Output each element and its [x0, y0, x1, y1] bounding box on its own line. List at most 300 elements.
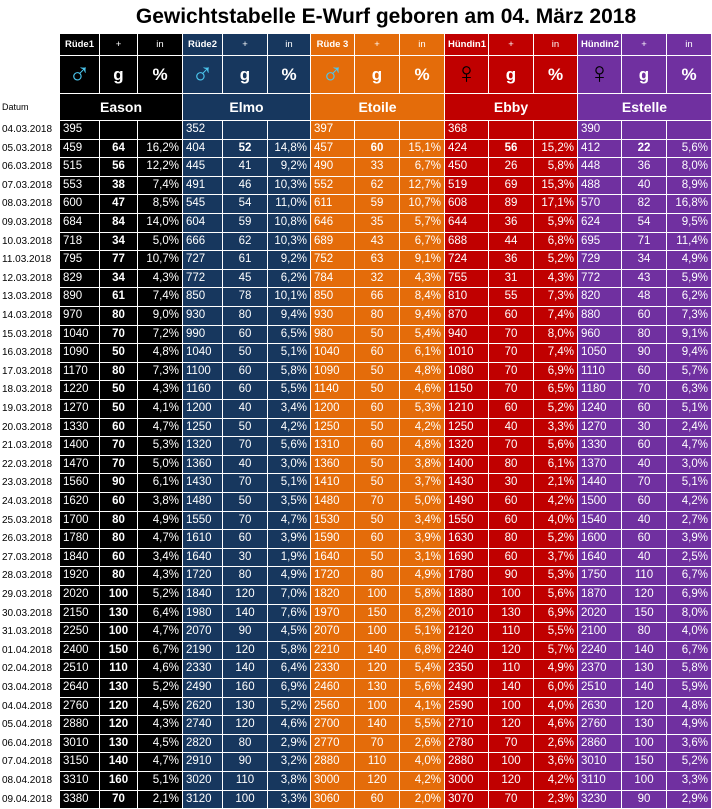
elmo-gain-cell: 160 [223, 679, 268, 698]
ebby-percent-cell: 5,5% [534, 623, 578, 642]
etoile-weight-cell: 552 [311, 177, 355, 196]
date-cell: 17.03.2018 [2, 365, 53, 377]
elmo-percent-cell: 5,5% [268, 381, 311, 400]
eason-percent-cell: 7,3% [138, 363, 183, 382]
etoile-gain-cell: 150 [355, 605, 400, 624]
ebby-gain-cell: 36 [489, 214, 534, 233]
elmo-gain-cell: 140 [223, 660, 268, 679]
ebby-percent-cell: 6,0% [534, 679, 578, 698]
ebby-weight-cell: 1780 [445, 567, 489, 586]
estelle-gain-cell: 60 [622, 530, 667, 549]
etoile-weight-cell: 1970 [311, 605, 355, 624]
elmo-gain-cell: 100 [223, 791, 268, 809]
elmo-gain-cell: 90 [223, 753, 268, 772]
estelle-percent-cell: 2,9% [667, 791, 712, 809]
eason-weight-cell: 829 [60, 270, 100, 289]
elmo-header-1: + [223, 34, 268, 56]
date-cell: 02.04.2018 [2, 663, 53, 675]
elmo-percent-cell: 6,5% [268, 326, 311, 345]
elmo-weight-cell: 2070 [183, 623, 223, 642]
eason-weight-cell: 1560 [60, 474, 100, 493]
elmo-gain-cell: 50 [223, 419, 268, 438]
estelle-header-2: in [667, 34, 712, 56]
elmo-percent-cell: 9,4% [268, 307, 311, 326]
eason-percent-cell: 3,8% [138, 493, 183, 512]
estelle-header-1: + [622, 34, 667, 56]
ebby-weight-cell: 2780 [445, 735, 489, 754]
etoile-gain-cell: 60 [355, 530, 400, 549]
eason-weight-cell: 2250 [60, 623, 100, 642]
etoile-weight-cell: 2700 [311, 716, 355, 735]
eason-gain-cell: 84 [100, 214, 138, 233]
ebby-gain-cell: 26 [489, 158, 534, 177]
eason-gain-cell: 130 [100, 679, 138, 698]
ebby-weight-cell: 810 [445, 288, 489, 307]
etoile-weight-cell: 490 [311, 158, 355, 177]
eason-gain-cell: 160 [100, 772, 138, 791]
ebby-percent-cell: 4,0% [534, 698, 578, 717]
date-cell: 06.04.2018 [2, 737, 53, 749]
eason-percent-cell: 4,9% [138, 512, 183, 531]
estelle-percent-cell: 2,7% [667, 512, 712, 531]
eason-weight-cell: 2510 [60, 660, 100, 679]
eason-percent-cell: 3,4% [138, 549, 183, 568]
eason-weight-cell: 2880 [60, 716, 100, 735]
elmo-percent-cell: 6,4% [268, 660, 311, 679]
estelle-percent-cell: 8,0% [667, 158, 712, 177]
ebby-gain-cell: 100 [489, 698, 534, 717]
elmo-percent-cell: 3,5% [268, 493, 311, 512]
estelle-gain-cell: 140 [622, 642, 667, 661]
elmo-gain-cell: 70 [223, 474, 268, 493]
elmo-percent-cell: 14,8% [268, 140, 311, 159]
ebby-weight-cell: 724 [445, 251, 489, 270]
elmo-gain-cell: 90 [223, 623, 268, 642]
elmo-percent-cell: 3,8% [268, 772, 311, 791]
etoile-weight-cell: 1140 [311, 381, 355, 400]
etoile-gain-cell: 50 [355, 456, 400, 475]
eason-weight-cell: 3380 [60, 791, 100, 809]
elmo-percent-cell: 3,4% [268, 400, 311, 419]
estelle-gain-cell [622, 121, 667, 140]
eason-weight-cell: 553 [60, 177, 100, 196]
eason-percent-cell: 10,7% [138, 251, 183, 270]
etoile-weight-cell: 1640 [311, 549, 355, 568]
date-cell: 03.04.2018 [2, 682, 53, 693]
etoile-gain-cell: 50 [355, 326, 400, 345]
eason-percent-cell: 6,7% [138, 642, 183, 661]
estelle-gain-cell: 40 [622, 456, 667, 475]
puppy-name-elmo: Elmo [183, 94, 311, 121]
eason-header-0: Rüde1 [60, 34, 100, 56]
puppy-name-ebby: Ebby [445, 94, 578, 121]
ebby-header-0: Hündin1 [445, 34, 489, 56]
ebby-gain-cell: 120 [489, 772, 534, 791]
date-cell: 11.03.2018 [2, 254, 52, 266]
eason-percent-cell: 4,3% [138, 270, 183, 289]
date-cell: 07.04.2018 [2, 756, 53, 768]
etoile-percent-cell: 10,7% [400, 195, 445, 214]
estelle-percent-cell: 2,4% [667, 419, 712, 438]
ebby-gain-cell: 60 [489, 512, 534, 531]
estelle-percent-cell: 4,9% [667, 716, 712, 735]
ebby-header-1: + [489, 34, 534, 56]
etoile-gain-cell: 66 [355, 288, 400, 307]
estelle-percent-cell: 3,9% [667, 530, 712, 549]
estelle-weight-cell: 624 [578, 214, 622, 233]
date-cell: 09.03.2018 [2, 217, 53, 228]
etoile-weight-cell: 3000 [311, 772, 355, 791]
etoile-percent-cell: 5,7% [400, 214, 445, 233]
estelle-weight-cell: 1370 [578, 456, 622, 475]
estelle-percent-cell: 7,3% [667, 307, 712, 326]
eason-gain-cell: 80 [100, 307, 138, 326]
eason-gain-cell: 150 [100, 642, 138, 661]
ebby-percent-cell: 5,8% [534, 158, 578, 177]
elmo-weight-cell: 2330 [183, 660, 223, 679]
etoile-weight-cell: 2460 [311, 679, 355, 698]
eason-weight-cell: 718 [60, 233, 100, 252]
ebby-percent-cell: 2,6% [534, 735, 578, 754]
etoile-gain-cell: 60 [355, 400, 400, 419]
eason-weight-cell: 2400 [60, 642, 100, 661]
eason-gain-cell: 120 [100, 698, 138, 717]
elmo-gain-cell: 80 [223, 567, 268, 586]
elmo-weight-cell: 491 [183, 177, 223, 196]
date-cell: 01.04.2018 [2, 644, 53, 656]
etoile-percent-cell [400, 121, 445, 140]
estelle-percent-cell: 9,4% [667, 344, 712, 363]
estelle-weight-cell: 2510 [578, 679, 622, 698]
eason-percent-cell: 4,5% [138, 698, 183, 717]
ebby-weight-cell: 1550 [445, 512, 489, 531]
elmo-percent-cell: 9,2% [268, 251, 311, 270]
date-cell: 25.03.2018 [2, 514, 53, 526]
etoile-weight-cell: 3060 [311, 791, 355, 809]
elmo-weight-cell: 1360 [183, 456, 223, 475]
estelle-weight-cell: 820 [578, 288, 622, 307]
etoile-weight-cell: 930 [311, 307, 355, 326]
eason-percent-cell: 4,5% [138, 735, 183, 754]
ebby-gain-cell [489, 121, 534, 140]
ebby-weight-cell: 608 [445, 195, 489, 214]
estelle-percent-cell [667, 121, 712, 140]
date-cell: 15.03.2018 [2, 328, 53, 340]
ebby-weight-cell: 1490 [445, 493, 489, 512]
elmo-gain-cell: 140 [223, 605, 268, 624]
ebby-gain-cell: 89 [489, 195, 534, 214]
date-cell: 24.03.2018 [2, 496, 53, 507]
elmo-weight-cell: 990 [183, 326, 223, 345]
estelle-percent-cell: 4,9% [667, 251, 712, 270]
estelle-weight-cell: 1640 [578, 549, 622, 568]
etoile-gain-cell: 120 [355, 660, 400, 679]
elmo-weight-cell: 1200 [183, 400, 223, 419]
etoile-gain-cell: 50 [355, 381, 400, 400]
estelle-weight-cell: 448 [578, 158, 622, 177]
ebby-weight-cell: 1150 [445, 381, 489, 400]
estelle-gain-cell: 120 [622, 586, 667, 605]
ebby-weight-cell: 1010 [445, 344, 489, 363]
elmo-percent-cell: 5,8% [268, 642, 311, 661]
elmo-percent-cell: 10,3% [268, 233, 311, 252]
elmo-weight-cell: 545 [183, 195, 223, 214]
etoile-gain-cell: 70 [355, 735, 400, 754]
ebby-percent-cell: 15,2% [534, 140, 578, 159]
estelle-weight-cell: 1500 [578, 493, 622, 512]
elmo-percent-cell: 3,0% [268, 456, 311, 475]
ebby-gain-cell: 90 [489, 567, 534, 586]
etoile-gain-cell: 63 [355, 251, 400, 270]
elmo-gain-cell: 110 [223, 772, 268, 791]
date-cell: 04.04.2018 [2, 700, 53, 712]
ebby-percent-cell: 3,3% [534, 419, 578, 438]
elmo-weight-cell: 404 [183, 140, 223, 159]
etoile-weight-cell: 689 [311, 233, 355, 252]
eason-gain-cell: 100 [100, 586, 138, 605]
ebby-gain-cell: 60 [489, 400, 534, 419]
estelle-weight-cell: 1870 [578, 586, 622, 605]
estelle-weight-cell: 960 [578, 326, 622, 345]
elmo-percent-cell: 6,2% [268, 270, 311, 289]
etoile-percent-cell: 4,2% [400, 772, 445, 791]
date-cell: 31.03.2018 [2, 626, 53, 638]
ebby-weight-cell: 1080 [445, 363, 489, 382]
ebby-percent-cell: 3,6% [534, 753, 578, 772]
eason-percent-cell: 4,8% [138, 344, 183, 363]
eason-weight-cell: 515 [60, 158, 100, 177]
ebby-percent-cell: 5,6% [534, 586, 578, 605]
estelle-weight-cell: 729 [578, 251, 622, 270]
etoile-weight-cell: 1480 [311, 493, 355, 512]
eason-weight-cell: 1620 [60, 493, 100, 512]
elmo-percent-cell: 5,6% [268, 437, 311, 456]
etoile-percent-cell: 3,8% [400, 456, 445, 475]
etoile-percent-cell: 4,8% [400, 363, 445, 382]
elmo-weight-cell: 850 [183, 288, 223, 307]
etoile-gain-cell: 80 [355, 567, 400, 586]
puppy-name-eason: Eason [60, 94, 183, 121]
ebby-gain-cell: 80 [489, 456, 534, 475]
eason-unit-percent: % [138, 56, 183, 94]
eason-weight-cell: 3310 [60, 772, 100, 791]
elmo-weight-cell: 1320 [183, 437, 223, 456]
elmo-gain-cell: 80 [223, 307, 268, 326]
elmo-weight-cell: 727 [183, 251, 223, 270]
date-cell: 07.03.2018 [2, 179, 53, 191]
elmo-weight-cell: 2620 [183, 698, 223, 717]
ebby-weight-cell: 519 [445, 177, 489, 196]
eason-weight-cell: 1700 [60, 512, 100, 531]
estelle-gain-cell: 130 [622, 716, 667, 735]
estelle-weight-cell: 488 [578, 177, 622, 196]
etoile-weight-cell: 1040 [311, 344, 355, 363]
elmo-percent-cell: 10,3% [268, 177, 311, 196]
ebby-percent-cell: 17,1% [534, 195, 578, 214]
eason-percent-cell: 4,1% [138, 400, 183, 419]
elmo-gain-cell: 59 [223, 214, 268, 233]
etoile-weight-cell: 752 [311, 251, 355, 270]
ebby-weight-cell: 2590 [445, 698, 489, 717]
eason-weight-cell: 395 [60, 121, 100, 140]
elmo-gain-cell: 80 [223, 735, 268, 754]
etoile-percent-cell: 5,5% [400, 716, 445, 735]
estelle-weight-cell: 1240 [578, 400, 622, 419]
estelle-percent-cell: 8,9% [667, 177, 712, 196]
estelle-percent-cell: 4,2% [667, 493, 712, 512]
ebby-weight-cell: 2120 [445, 623, 489, 642]
eason-weight-cell: 3150 [60, 753, 100, 772]
page-title: Gewichtstabelle E-Wurf geboren am 04. März 2018 [135, 5, 637, 28]
etoile-unit-g: g [355, 56, 400, 94]
estelle-percent-cell: 4,7% [667, 437, 712, 456]
estelle-percent-cell: 4,0% [667, 623, 712, 642]
etoile-weight-cell: 1360 [311, 456, 355, 475]
estelle-weight-cell: 2760 [578, 716, 622, 735]
ebby-percent-cell: 6,8% [534, 233, 578, 252]
etoile-percent-cell: 2,6% [400, 735, 445, 754]
elmo-gain-cell: 40 [223, 400, 268, 419]
ebby-weight-cell: 1320 [445, 437, 489, 456]
ebby-percent-cell: 15,3% [534, 177, 578, 196]
estelle-gain-cell: 60 [622, 307, 667, 326]
etoile-percent-cell: 6,7% [400, 233, 445, 252]
elmo-weight-cell: 2190 [183, 642, 223, 661]
estelle-weight-cell: 1330 [578, 437, 622, 456]
elmo-percent-cell: 6,9% [268, 679, 311, 698]
estelle-gain-cell: 71 [622, 233, 667, 252]
eason-gain-cell: 47 [100, 195, 138, 214]
estelle-gain-cell: 82 [622, 195, 667, 214]
eason-percent-cell: 7,4% [138, 288, 183, 307]
estelle-weight-cell: 2860 [578, 735, 622, 754]
eason-gain-cell: 70 [100, 456, 138, 475]
elmo-gain-cell: 60 [223, 363, 268, 382]
eason-gain-cell: 140 [100, 753, 138, 772]
etoile-percent-cell: 5,4% [400, 660, 445, 679]
elmo-percent-cell: 9,2% [268, 158, 311, 177]
ebby-weight-cell: 1430 [445, 474, 489, 493]
eason-gain-cell: 61 [100, 288, 138, 307]
elmo-weight-cell: 604 [183, 214, 223, 233]
eason-header-2: in [138, 34, 183, 56]
eason-gain-cell: 80 [100, 512, 138, 531]
ebby-gain-cell: 110 [489, 623, 534, 642]
eason-percent-cell: 4,7% [138, 419, 183, 438]
male-symbol-icon: ♂ [60, 56, 100, 94]
etoile-gain-cell: 60 [355, 140, 400, 159]
date-cell: 05.03.2018 [2, 142, 53, 154]
elmo-gain-cell: 60 [223, 530, 268, 549]
elmo-gain-cell: 60 [223, 326, 268, 345]
ebby-weight-cell: 368 [445, 121, 489, 140]
date-cell: 04.03.2018 [2, 124, 53, 135]
eason-weight-cell: 1040 [60, 326, 100, 345]
estelle-gain-cell: 90 [622, 791, 667, 809]
etoile-percent-cell: 5,8% [400, 586, 445, 605]
eason-weight-cell: 2020 [60, 586, 100, 605]
etoile-percent-cell: 3,1% [400, 549, 445, 568]
etoile-gain-cell: 60 [355, 437, 400, 456]
estelle-weight-cell: 1600 [578, 530, 622, 549]
etoile-percent-cell: 5,4% [400, 326, 445, 345]
estelle-gain-cell: 60 [622, 400, 667, 419]
elmo-gain-cell: 61 [223, 251, 268, 270]
estelle-percent-cell: 16,8% [667, 195, 712, 214]
eason-unit-g: g [100, 56, 138, 94]
ebby-gain-cell: 70 [489, 344, 534, 363]
etoile-gain-cell: 70 [355, 493, 400, 512]
ebby-gain-cell: 120 [489, 716, 534, 735]
elmo-gain-cell: 130 [223, 698, 268, 717]
estelle-weight-cell: 2240 [578, 642, 622, 661]
ebby-percent-cell [534, 121, 578, 140]
eason-percent-cell: 5,2% [138, 679, 183, 698]
ebby-percent-cell: 6,9% [534, 363, 578, 382]
etoile-weight-cell: 1200 [311, 400, 355, 419]
ebby-percent-cell: 4,2% [534, 772, 578, 791]
estelle-gain-cell: 34 [622, 251, 667, 270]
ebby-gain-cell: 70 [489, 735, 534, 754]
estelle-gain-cell: 150 [622, 753, 667, 772]
estelle-gain-cell: 140 [622, 679, 667, 698]
ebby-percent-cell: 6,5% [534, 381, 578, 400]
eason-weight-cell: 684 [60, 214, 100, 233]
etoile-percent-cell: 5,6% [400, 679, 445, 698]
ebby-unit-percent: % [534, 56, 578, 94]
etoile-weight-cell: 2560 [311, 698, 355, 717]
etoile-weight-cell: 784 [311, 270, 355, 289]
eason-weight-cell: 600 [60, 195, 100, 214]
etoile-percent-cell: 6,8% [400, 642, 445, 661]
ebby-weight-cell: 688 [445, 233, 489, 252]
elmo-gain-cell: 50 [223, 493, 268, 512]
eason-gain-cell: 60 [100, 549, 138, 568]
eason-percent-cell: 5,3% [138, 437, 183, 456]
elmo-gain-cell: 78 [223, 288, 268, 307]
etoile-percent-cell: 3,7% [400, 474, 445, 493]
etoile-percent-cell: 9,4% [400, 307, 445, 326]
eason-weight-cell: 1220 [60, 381, 100, 400]
ebby-gain-cell: 60 [489, 549, 534, 568]
eason-gain-cell: 80 [100, 363, 138, 382]
estelle-percent-cell: 5,6% [667, 140, 712, 159]
ebby-percent-cell: 7,4% [534, 307, 578, 326]
ebby-gain-cell: 40 [489, 419, 534, 438]
elmo-gain-cell: 54 [223, 195, 268, 214]
date-cell: 09.04.2018 [2, 793, 53, 805]
etoile-percent-cell: 2,0% [400, 791, 445, 809]
eason-gain-cell: 56 [100, 158, 138, 177]
ebby-percent-cell: 5,3% [534, 567, 578, 586]
etoile-percent-cell: 4,2% [400, 419, 445, 438]
etoile-gain-cell: 62 [355, 177, 400, 196]
elmo-weight-cell: 3020 [183, 772, 223, 791]
estelle-percent-cell: 9,5% [667, 214, 712, 233]
ebby-percent-cell: 5,6% [534, 437, 578, 456]
etoile-gain-cell: 80 [355, 307, 400, 326]
elmo-weight-cell: 1430 [183, 474, 223, 493]
ebby-header-2: in [534, 34, 578, 56]
ebby-percent-cell: 8,0% [534, 326, 578, 345]
eason-percent-cell: 7,4% [138, 177, 183, 196]
elmo-percent-cell: 5,1% [268, 344, 311, 363]
estelle-percent-cell: 5,1% [667, 400, 712, 419]
etoile-weight-cell: 1410 [311, 474, 355, 493]
estelle-gain-cell: 70 [622, 381, 667, 400]
elmo-gain-cell: 41 [223, 158, 268, 177]
estelle-percent-cell: 2,5% [667, 549, 712, 568]
